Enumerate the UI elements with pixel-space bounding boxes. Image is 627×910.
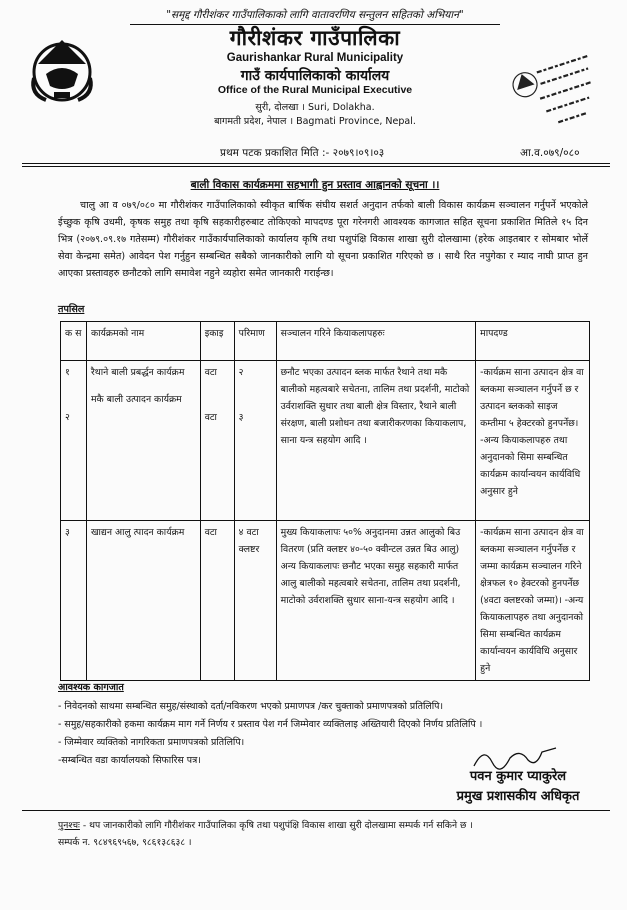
tagline: "समृद्द गौरीशंकर गाउँपालिकाको लागि वातावरणिय सन्तुलन सहितको अभियान": [166, 9, 464, 21]
cell-activities: मुख्य कियाकलापः ५०% अनुदानमा उन्नत आलुको बिउ वितरण (प्रति क्लष्टर ४०-५० क्वीन्टल उन्नत बिउ आलु) अन्य कियाकलापः छनौट भएका समुह सहकारी मार्फत आलु बालीको महत्वबारे सचेतना, तालिम तथा प्रदर्शनी, माटोको उर्वराशक्ति सुधार साना-यन्त्र सहयोग आदि ।: [276, 521, 476, 681]
first-published-date: प्रथम पटक प्रकाशित मिति :- २०७९।०९।०३: [220, 147, 385, 159]
col-header-name: कार्यक्रमको नाम: [86, 322, 200, 361]
table-row: [61, 361, 590, 521]
signatory-title: प्रमुख प्रशासकीय अधिकृत: [456, 789, 580, 804]
cell-unit: वटा: [200, 521, 234, 681]
cell-criteria: -कार्यक्रम साना उत्पादन क्षेत्र वा ब्लकमा सञ्चालन गर्नुपर्नेछ र जम्मा कार्यक्रम सञ्चालन गरिने क्षेत्रफल १० हेक्टरको हुनपर्नेछ (४वटा क्लष्टरको जम्मा)। -अन्य कियाकलापहरु तथा अनुदानको सिमा सम्बन्धित कार्यक्रम कार्यान्वयन कार्यविधि अनुसार हुने: [476, 521, 590, 681]
col-header-sn: क स: [61, 322, 87, 361]
office-seal-stamp: [500, 46, 610, 146]
list-item: -सम्बन्धित वडा कार्यालयको सिफारिस पत्र।: [58, 755, 201, 766]
col-header-unit: इकाइ: [200, 322, 234, 361]
notice-body: चालु आ व ०७९/०८० मा गौरीशंकर गाउँपालिकाको स्वीकृत बार्षिक संघीय सशर्त अनुदान तर्फको बाली विकास कार्यक्रम सञ्चालन गर्नुपर्ने भएकोले ईच्छुक कृषि उधमी, कृषक समुह तथा कृषि सहकारीहरुबाट तोकिएको मापदण्ड पूरा गरेनगरी आवश्यक कागजात सहित सूचना प्रकाशित मितिले १५ दिन भित्र (२०७९.०९.१७ गतेसम्म) गौरीशंकर गाउँकार्यपालिकाको कार्यालय कृषि तथा पशुपंक्षि विकास शाखा सुरी दोलखामा (हरेक आइतबार र सोमबार भोर्ले सेवा केन्द्रमा समेत) आवेदन पेश गर्नुहुन सम्बन्धित सबैको जानकारीको लागि यो सूचना प्रकाशित गरिएको छ । साथै रित नपुगेका र म्याद नाघी प्राप्त हुन आएका प्रस्तावहरु छनौटको लागि समावेश नहुने व्यहोरा समेत जानकारी गराईन्छ।: [58, 200, 588, 279]
documents-title: आवश्यक कागजात: [58, 682, 124, 693]
list-item: - समुह/सहकारीको हकमा कार्यक्रम माग गर्ने निर्णय र प्रस्ताव पेश गर्न जिम्मेवार व्यक्तिलाइ अख्तियारी दिएको निर्णय प्रतिलिपि ।: [58, 719, 483, 730]
address-line-1: सुरी, दोलखा । Suri, Dolakha.: [255, 102, 375, 113]
col-header-qty: परिमाण: [234, 322, 276, 361]
cell-activities: छनौट भएका उत्पादन ब्लक मार्फत रैथाने तथा मकै बालीको महत्वबारे सचेतना, तालिम तथा प्रदर्शनी, माटोको उर्वराशक्ति सुधार तथा बाली क्षेत्र विस्तार, रैथाने बाली संरक्षण, बाली प्रशोधन तथा बजारीकरणका कियाकलाप, साना यन्त्र सहयोग आदि ।: [276, 361, 476, 521]
footnote: [58, 817, 608, 851]
cell-name: रैथाने बाली प्रबर्द्धन कार्यक्रम मकै बाली उत्पादन कार्यक्रम: [86, 361, 200, 521]
notice-subject: बाली विकास कार्यक्रममा सहभागी हुन प्रस्ताव आह्वानको सूचना ।।: [190, 179, 440, 191]
footer-divider: [22, 810, 610, 811]
cell-criteria: -कार्यक्रम साना उत्पादन क्षेत्र वा ब्लकमा सञ्चालन गर्नुपर्ने छ र उत्पादन ब्लकको साइज कम्तीमा ५ हेक्टरको हुनपर्नेछ। -अन्य कियाकलापहरु तथा अनुदानको सिमा सम्बन्धित कार्यक्रम कार्यान्वयन कार्यविधि अनुसार हुने: [476, 361, 590, 521]
col-header-criteria: मापदण्ड: [476, 322, 590, 361]
cell-qty: २ ३: [234, 361, 276, 521]
program-table: [60, 321, 590, 681]
municipality-title-np: गौरीशंकर गाउँपालिका: [229, 26, 401, 50]
cell-unit: वटा वटा: [200, 361, 234, 521]
nepal-emblem-icon: [26, 34, 98, 106]
cell-sn: ३: [61, 521, 87, 681]
table-header-row: [61, 322, 590, 361]
signatory-name: पवन कुमार प्याकुरेल: [469, 769, 567, 784]
details-label: तपसिल: [58, 304, 85, 315]
footnote-text: - थप जानकारीको लागि गौरीशंकर गाउँपालिका कृषि तथा पशुपंक्षि विकास शाखा सुरी दोलखामा सम्पर्क गर्न सकिने छ ।: [79, 820, 473, 831]
table-row: [61, 521, 590, 681]
contact-numbers: सम्पर्क न. ९८४९६९५६७, ९८६१३८६३८ ।: [58, 837, 192, 848]
list-item: - जिम्मेवार व्यक्तिको नागरिकता प्रमाणपत्रको प्रतिलिपि।: [58, 737, 245, 748]
fiscal-year: आ.व.०७९/०८०: [520, 147, 580, 159]
header-divider-secondary: [22, 166, 610, 167]
cell-name: खाद्यन आलु त्पादन कार्यक्रम: [86, 521, 200, 681]
office-title-np: गाउँ कार्यपालिकाको कार्यालय: [240, 68, 390, 84]
municipality-title-en: Gaurishankar Rural Municipality: [226, 52, 404, 64]
col-header-activities: सञ्चालन गरिने कियाकलापहरुः: [276, 322, 476, 361]
address-line-2: बागमती प्रदेश, नेपाल । Bagmati Province, Nepal.: [214, 116, 416, 127]
cell-sn: १ २: [61, 361, 87, 521]
cell-qty: ४ वटा क्लष्टर: [234, 521, 276, 681]
list-item: - निवेदनको साथमा सम्बन्धित समुह/संस्थाको दर्ता/नविकरण भएको प्रमाणपत्र /कर चुक्ताको प्रमाणपत्रको प्रतिलिपि।: [58, 701, 444, 712]
header-divider: [22, 163, 610, 164]
footnote-label: पुनश्चः: [58, 820, 80, 831]
office-title-en: Office of the Rural Municipal Executive: [217, 84, 413, 96]
